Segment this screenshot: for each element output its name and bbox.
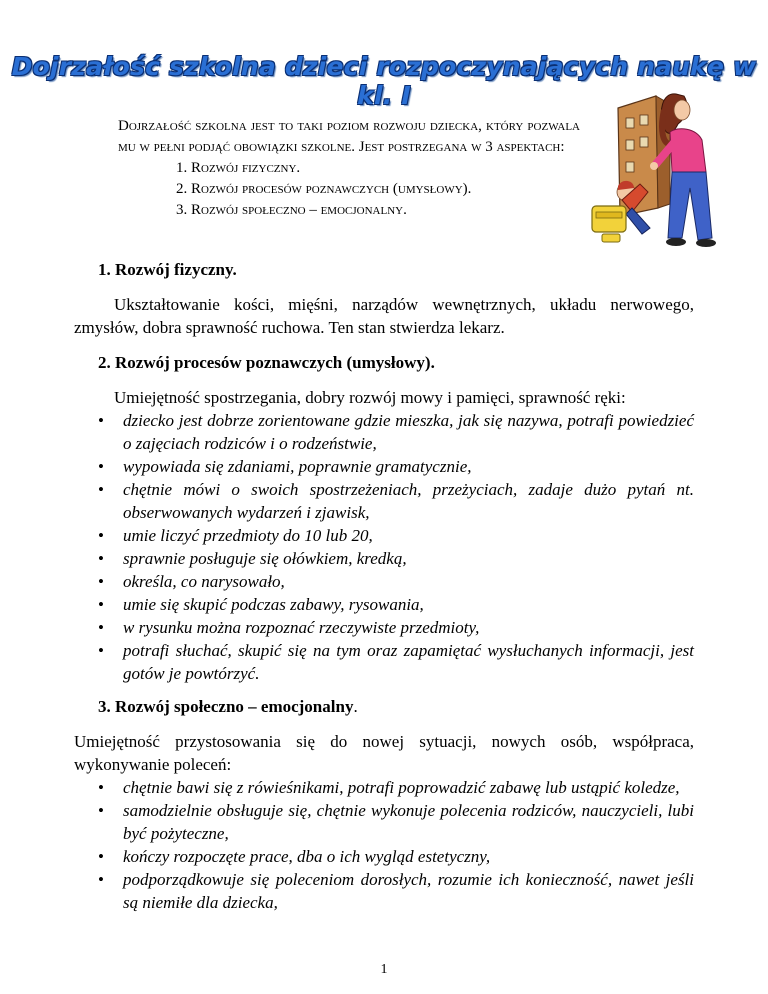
page-number: 1 <box>380 962 388 977</box>
aspect-item: 3. Rozwój społeczno – emocjonalny. <box>176 202 407 218</box>
section-text-physical: Ukształtowanie kości, mięśni, narządów wewnętrznych, układu nerwowego, zmysłów, dobra sprawność ruchowa. Ten stan stwierdza lekarz. <box>74 295 694 337</box>
list-item: • umie liczyć przedmioty do 10 lub 20, <box>98 524 694 547</box>
list-item: • w rysunku można rozpoznać rzeczywiste przedmioty, <box>98 616 694 639</box>
section-heading-physical: 1. Rozwój fizyczny. <box>98 260 237 279</box>
social-bullet-list <box>98 776 694 914</box>
aspects-list <box>118 158 580 221</box>
intro-block <box>118 116 580 221</box>
page-title: Dojrzałość szkolna dzieci rozpoczynających naukę w kl. I <box>11 52 757 110</box>
aspect-item: 1. Rozwój fizyczny. <box>176 160 301 176</box>
list-item: • określa, co narysowało, <box>98 570 694 593</box>
intro-text: Dojrzałość szkolna jest to taki poziom rozwoju dziecka, który pozwala mu w pełni podjąć obowiązki szkolne. Jest postrzegana w 3 aspektach: <box>118 118 580 155</box>
list-item: • podporządkowuje się poleceniom dorosłych, rozumie ich konieczność, nawet jeśli są niemiłe dla dziecka, <box>98 868 694 914</box>
mother-child-school-illustration <box>578 88 728 254</box>
aspect-item: 2. Rozwój procesów poznawczych (umysłowy). <box>176 181 472 197</box>
list-item: • chętnie mówi o swoich spostrzeżeniach, przeżyciach, zadaje dużo pytań nt. obserwowanych wydarzeń i zjawisk, <box>98 478 694 524</box>
list-item: • chętnie bawi się z rówieśnikami, potrafi poprowadzić zabawę lub ustąpić koledze, <box>98 776 694 799</box>
list-item: • umie się skupić podczas zabawy, rysowania, <box>98 593 694 616</box>
list-item: • samodzielnie obsługuje się, chętnie wykonuje polecenia rodziców, nauczycieli, lubi być pożyteczne, <box>98 799 694 845</box>
section-text-cognitive: Umiejętność spostrzegania, dobry rozwój mowy i pamięci, sprawność ręki: <box>114 388 626 407</box>
section-heading-social-suffix: . <box>353 697 358 716</box>
cognitive-bullet-list <box>98 409 694 685</box>
section-text-social: Umiejętność przystosowania się do nowej sytuacji, nowych osób, współpraca, wykonywanie poleceń: <box>74 732 694 774</box>
list-item: • dziecko jest dobrze zorientowane gdzie mieszka, jak się nazywa, potrafi powiedzieć o zajęciach rodziców i o rodzeństwie, <box>98 409 694 455</box>
section-heading-social-text: 3. Rozwój społeczno – emocjonalny <box>98 697 354 716</box>
section-heading-social <box>98 697 358 717</box>
list-item: • potrafi słuchać, skupić się na tym oraz zapamiętać wysłuchanych informacji, jest gotów je powtórzyć. <box>98 639 694 685</box>
list-item: • sprawnie posługuje się ołówkiem, kredką, <box>98 547 694 570</box>
section-heading-cognitive: 2. Rozwój procesów poznawczych (umysłowy). <box>98 353 435 372</box>
list-item: • kończy rozpoczęte prace, dba o ich wygląd estetyczny, <box>98 845 694 868</box>
list-item: • wypowiada się zdaniami, poprawnie gramatycznie, <box>98 455 694 478</box>
